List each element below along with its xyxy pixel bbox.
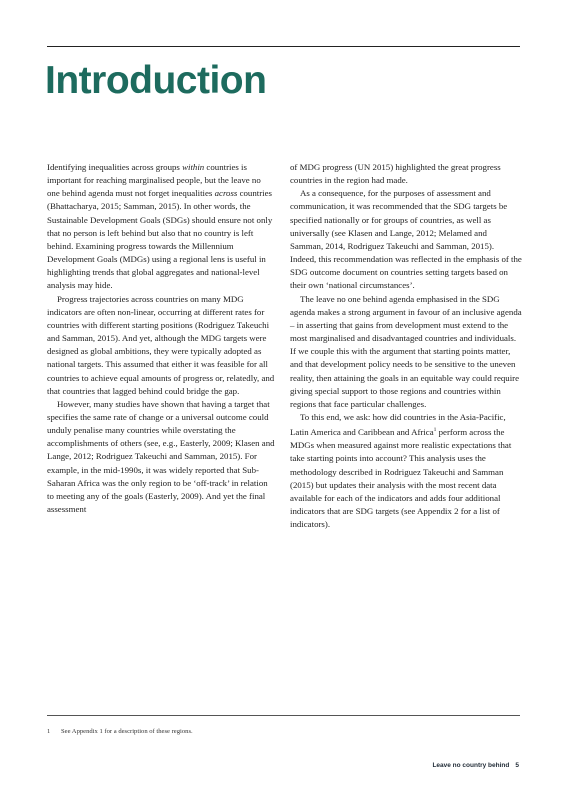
paragraph-text: To this end, we ask: how did countries in the Asia-Pacific, Latin America and Caribbean and Africa: [290, 411, 506, 438]
paragraph: [47, 161, 275, 293]
left-column: [47, 161, 275, 516]
paragraph: [290, 411, 522, 531]
footnote-number: 1: [47, 728, 51, 735]
page-title: Introduction: [45, 59, 267, 102]
emphasis-text: across: [214, 188, 238, 199]
running-title: Leave no country behind: [432, 762, 510, 769]
paragraph-text: perform across the MDGs when measured against more realistic expectations that take starting points into account? This analysis uses the methodology described in Rodriguez Takeuchi and Samman (2015) but updates their analysis with the most recent data available for each of the indicators and adds four additional indicators that are SDG targets (see Appendix 2 for a list of indicators).: [290, 427, 512, 530]
top-rule: [47, 46, 520, 47]
footnote-marker[interactable]: 1: [433, 427, 437, 434]
page-footer: [432, 762, 519, 769]
paragraph-text: Identifying inequalities across groups: [47, 162, 183, 172]
paragraph: of MDG progress (UN 2015) highlighted the great progress countries in the region had made.: [290, 162, 501, 186]
emphasis-text: within: [182, 162, 205, 172]
footnote: [47, 728, 193, 735]
right-column: [290, 161, 522, 531]
paragraph-text: countries (Bhattacharya, 2015; Samman, 2015). In other words, the Sustainable Development Goals (SDGs) should ensure not only that no person is left behind but also that no country is left behind. Examining progress towards the Millennium Development Goals (MDGs) using a regional lens is useful in highlighting trends that global aggregates and national-level analysis may hide.: [47, 188, 273, 291]
paragraph: Progress trajectories across countries on many MDG indicators are often non-linear, occurring at different rates for countries with different starting positions (Rodriguez Takeuchi and Samman, 2015). And yet, although the MDG targets were designed as global ambitions, they were typically adopted as national targets. This assumed that either it was feasible for all countries to achieve equal amounts of progress or, relatedly, and that countries that lagged behind could bridge the gap.: [47, 293, 275, 396]
paragraph: The leave no one behind agenda emphasised in the SDG agenda makes a strong argument in favour of an inclusive agenda – in asserting that gains from development must extend to the most marginalised and disadvantaged countries and individuals. If we couple this with the argument that starting points matter, and that development policy needs to be sensitive to the uneven reality, then attaining the goals in an equitable way could require giving special support to those regions and countries within regions that face particular challenges.: [290, 293, 522, 409]
footnote-text: See Appendix 1 for a description of these regions.: [61, 728, 193, 735]
footnote-rule: [47, 715, 520, 716]
page-number: 5: [515, 762, 519, 769]
paragraph: As a consequence, for the purposes of assessment and communication, it was recommended that the SDG targets be specified nationally or for groups of countries, as well as universally (see Klasen and Lange, 2012; Melamed and Samman, 2014, Rodriguez Takeuchi and Samman, 2015). Indeed, this recommendation was reflected in the emphasis of the SDG outcome document on countries setting targets based on their own ‘national circumstances’.: [290, 188, 522, 291]
paragraph-text: countries is important for reaching marginalised people, but the leave no one behind agenda must not forget inequalities: [47, 162, 261, 199]
paragraph: However, many studies have shown that having a target that specifies the same rate of change or a universal outcome could unduly penalise many countries while overstating the accomplishments of others (see, e.g., Easterly, 2009; Klasen and Lange, 2012; Rodriguez Takeuchi and Samman, 2015). For example, in the mid-1990s, it was widely reported that Sub-Saharan Africa was the only region to be ‘off-track’ in relation to meeting any of the goals (Easterly, 2009). And yet the final assessment: [47, 398, 275, 515]
